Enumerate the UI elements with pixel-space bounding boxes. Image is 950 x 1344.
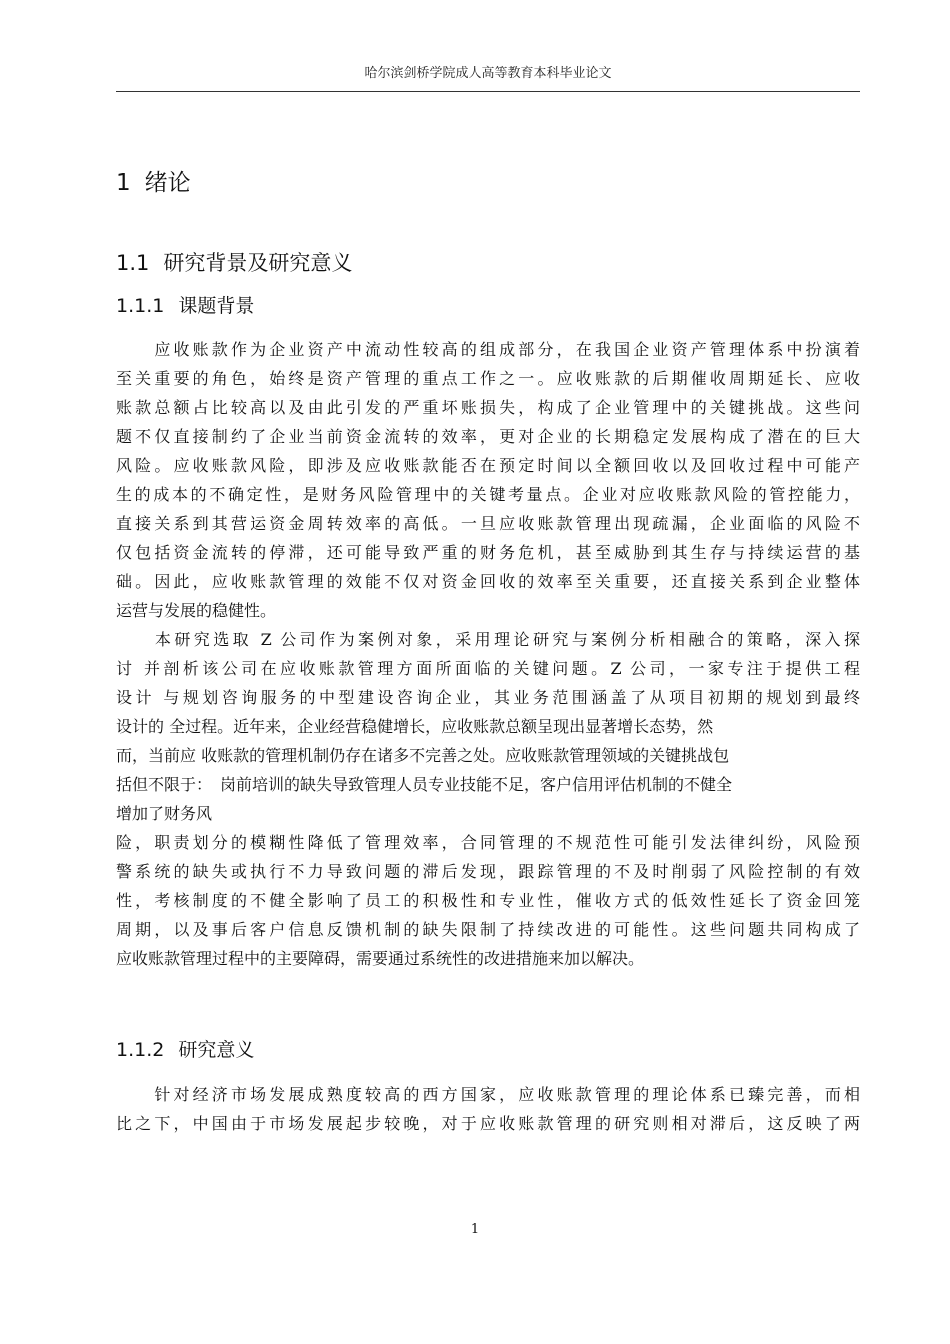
chapter-number: 1 xyxy=(116,170,131,196)
subsection-heading-background xyxy=(116,291,254,318)
paragraph-background xyxy=(116,335,860,625)
paragraph-significance xyxy=(116,1080,860,1138)
paragraph-line: 运营与发展的稳健性。 xyxy=(116,601,277,620)
page-number: 1 xyxy=(470,1222,480,1237)
paragraph-line: 本研究选取 Z 公司作为案例对象，采用理论研究与案例分析相融合的策略，深入探 xyxy=(116,630,860,649)
paragraph-line: 讨 并剖析该公司在应收账款管理方面所面临的关键问题。Z 公司，一家专注于提供工程 xyxy=(116,659,860,678)
paragraph-line: 应收账款管理过程中的主要障碍，需要通过系统性的改进措施来加以解决。 xyxy=(116,949,645,968)
chapter-title: 绪论 xyxy=(144,170,191,196)
paragraph-line: 账款总额占比较高以及由此引发的严重坏账损失，构成了企业管理中的关键挑战。这些问 xyxy=(116,398,860,417)
paragraph-line: 设计的 全过程。近年来，企业经营稳健增长，应收账款总额呈现出显著增长态势，然 xyxy=(116,717,714,736)
paragraph-line: 针对经济市场发展成熟度较高的西方国家，应收账款管理的理论体系已臻完善，而相 xyxy=(116,1085,860,1104)
paragraph-line: 至关重要的角色，始终是资产管理的重点工作之一。应收账款的后期催收周期延长、应收 xyxy=(116,369,860,388)
subsection-heading-significance xyxy=(116,1035,254,1062)
subsection-title: 研究意义 xyxy=(178,1039,255,1061)
paragraph-line: 括但不限于： 岗前培训的缺失导致管理人员专业技能不足，客户信用评估机制的不健全 xyxy=(116,775,733,794)
subsection-title: 课题背景 xyxy=(178,295,255,317)
paragraph-line: 设计 与规划咨询服务的中型建设咨询企业，其业务范围涵盖了从项目初期的规划到最终 xyxy=(116,688,860,707)
paragraph-line: 直接关系到其营运资金周转效率的高低。一旦应收账款管理出现疏漏，企业面临的风险不 xyxy=(116,514,860,533)
paragraph-line: 增加了财务风 xyxy=(116,804,213,823)
section-heading xyxy=(116,247,352,277)
paragraph-line: 比之下，中国由于市场发展起步较晚，对于应收账款管理的研究则相对滞后，这反映了两 xyxy=(116,1114,860,1133)
paragraph-line: 险，职责划分的模糊性降低了管理效率，合同管理的不规范性可能引发法律纠纷，风险预 xyxy=(116,833,860,852)
paragraph-line: 础。因此，应收账款管理的效能不仅对资金回收的效率至关重要，还直接关系到企业整体 xyxy=(116,572,860,591)
paragraph-line: 性，考核制度的不健全影响了员工的积极性和专业性，催收方式的低效性延长了资金回笼 xyxy=(116,891,860,910)
paragraph-line: 而，当前应 收账款的管理机制仍存在诸多不完善之处。应收账款管理领域的关键挑战包 xyxy=(116,746,730,765)
section-number: 1.1 xyxy=(116,251,150,275)
paragraph-line: 警系统的缺失或执行不力导致问题的滞后发现，跟踪管理的不及时削弱了风险控制的有效 xyxy=(116,862,860,881)
section-title: 研究背景及研究意义 xyxy=(163,251,353,275)
paragraph-line: 应收账款作为企业资产中流动性较高的组成部分，在我国企业资产管理体系中扮演着 xyxy=(116,340,860,359)
paragraph-line: 生的成本的不确定性，是财务风险管理中的关键考量点。企业对应收账款风险的管控能力， xyxy=(116,485,860,504)
subsection-number: 1.1.2 xyxy=(116,1039,165,1061)
paragraph-case-study xyxy=(116,625,860,973)
running-header: 哈尔滨剑桥学院成人高等教育本科毕业论文 xyxy=(116,62,860,92)
paragraph-line: 周期，以及事后客户信息反馈机制的缺失限制了持续改进的可能性。这些问题共同构成了 xyxy=(116,920,860,939)
chapter-heading xyxy=(116,164,191,197)
subsection-number: 1.1.1 xyxy=(116,295,165,317)
paragraph-line: 风险。应收账款风险，即涉及应收账款能否在预定时间以全额回收以及回收过程中可能产 xyxy=(116,456,860,475)
paragraph-line: 题不仅直接制约了企业当前资金流转的效率，更对企业的长期稳定发展构成了潜在的巨大 xyxy=(116,427,860,446)
paragraph-line: 仅包括资金流转的停滞，还可能导致严重的财务危机，甚至威胁到其生存与持续运营的基 xyxy=(116,543,860,562)
